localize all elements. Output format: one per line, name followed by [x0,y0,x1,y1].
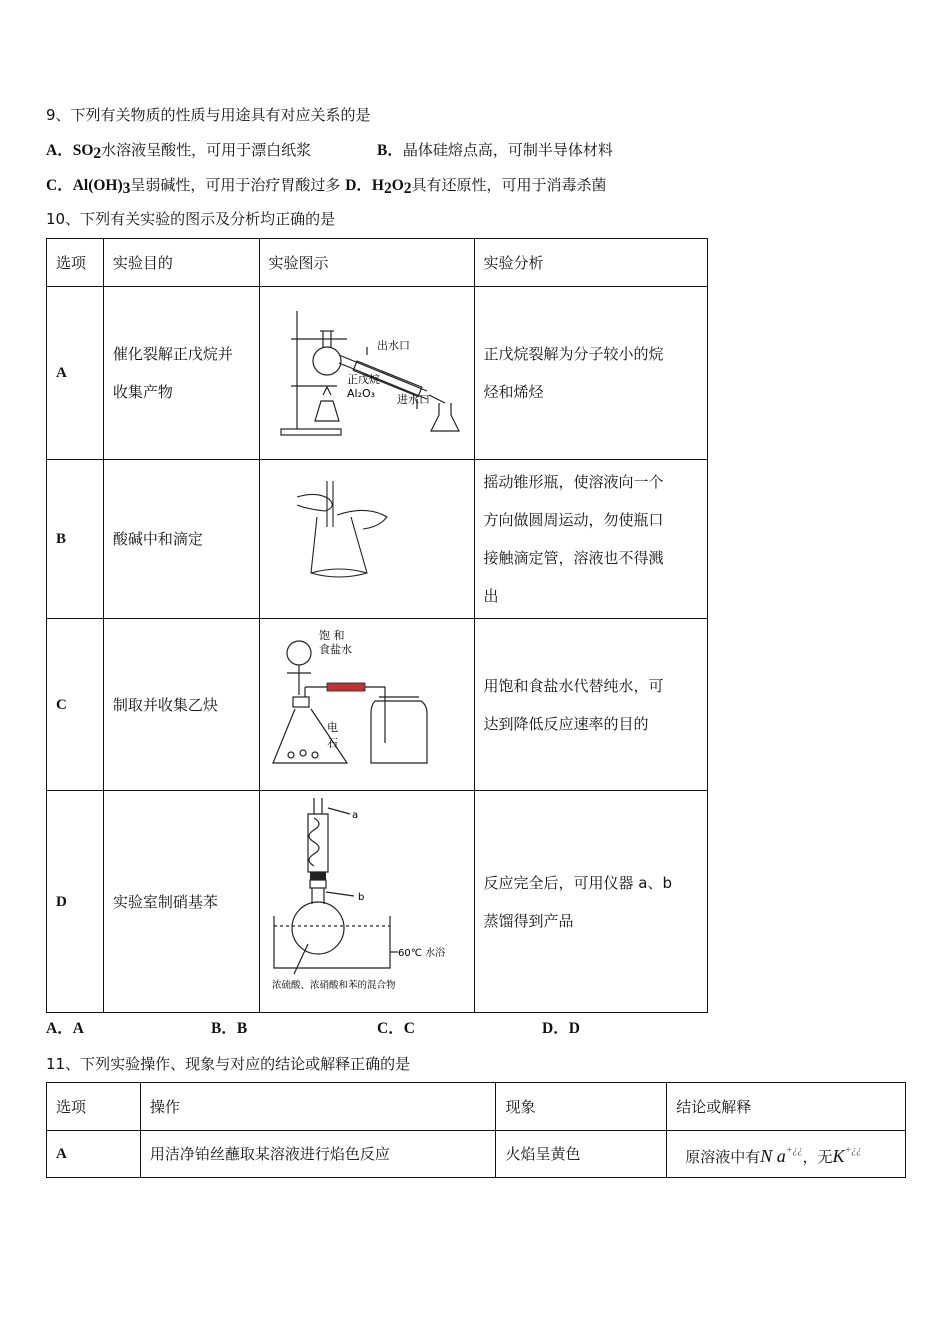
q11-table [46,1082,906,1178]
q10-row-b-analysis [474,460,707,619]
q10-row-b-analysis-line4: 出 [483,587,499,605]
q10-row-a-figure [259,287,474,460]
q11-sodium-ion: N a [760,1146,786,1166]
nitrobenzene-apparatus-figure [264,792,469,997]
q10-header-figure: 实验图示 [259,239,474,287]
q10-row-a-analysis-line1: 正戊烷裂解为分子较小的烷 [483,345,664,363]
q10-header-analysis: 实验分析 [474,239,707,287]
fig-a-al2o3-label: Al₂O₃ [346,387,375,400]
q10-header-purpose: 实验目的 [103,239,259,287]
q9-option-c-letter: C． [46,177,73,194]
q10-choice-d: D．D [542,1020,580,1037]
q11-row-a-operation: 用洁净铂丝蘸取某溶液进行焰色反应 [140,1131,496,1178]
q10-row-c-analysis-line1: 用饱和食盐水代替纯水，可 [483,676,664,695]
q10-row-b [47,460,708,619]
q9-options-row2 [46,173,607,198]
q11-conclusion-prefix: 原溶液中有 [685,1148,761,1166]
q11-header-row [47,1083,906,1131]
q10-row-b-option: B [47,460,104,619]
fig-c-brine-label-1: 饱 和 [318,628,345,642]
q9-option-a-letter: A． [46,142,73,159]
q9-option-d-sub2: 2 [403,180,412,197]
q10-row-c [47,619,708,791]
q10-choice-b: B．B [211,1020,248,1037]
q10-row-c-analysis [474,619,707,791]
q10-header-option: 选项 [47,239,104,287]
q10-row-b-analysis-line2: 方向做圆周运动，勿使瓶口 [483,511,664,529]
q10-row-d [47,791,708,1013]
q10-row-b-analysis-line3: 接触滴定管，溶液也不得溅 [483,549,664,567]
q11-row-a [47,1131,906,1178]
q9-stem: 9、下列有关物质的性质与用途具有对应关系的是 [46,106,371,124]
q10-row-c-figure [259,619,474,791]
q10-row-d-analysis-line2: 蒸馏得到产品 [483,911,574,930]
q9-option-c-sub: 3 [122,180,131,197]
fig-c-carbide-label-2: 石 [326,736,338,750]
fig-a-pentane-label: 正戊烷 [346,373,380,386]
q10-choice-c: C．C [377,1020,415,1037]
q11-potassium-ion: K [832,1146,845,1166]
titration-figure [267,477,467,587]
fig-d-a-label: a [352,810,359,821]
fig-d-bath-label: 60℃ 水浴 [398,948,446,959]
q10-row-b-purpose: 酸碱中和滴定 [103,460,259,619]
fig-d-b-label: b [358,892,365,903]
q10-row-a-purpose [103,287,259,460]
q9-option-a-formula: SO [72,142,94,159]
q11-row-a-phenomenon: 火焰呈黄色 [496,1131,667,1178]
q11-potassium-charge: +¿¿ [844,1145,862,1156]
q9-option-c-text: 呈弱碱性，可用于治疗胃酸过多 [130,176,341,194]
q10-row-a-purpose-line1: 催化裂解正戊烷并 [112,345,233,363]
q9-option-a-sub: 2 [93,145,102,162]
q10-row-a-analysis [474,287,707,460]
q10-table [46,238,708,1013]
fig-c-carbide-label-1: 电 [326,720,338,734]
q9-option-a-text: 水溶液呈酸性，可用于漂白纸浆 [101,141,312,159]
q10-row-d-analysis-line1: 反应完全后，可用仪器 a、b [483,873,672,892]
q11-sodium-charge: +¿¿ [785,1145,803,1156]
acetylene-apparatus-figure [267,623,467,773]
q10-row-b-analysis-line1: 摇动锥形瓶，使溶液向一个 [483,473,664,491]
q9-option-d-text: 具有还原性，可用于消毒杀菌 [411,176,607,194]
q11-conclusion-mid: ，无 [802,1148,833,1166]
q11-header-conclusion: 结论或解释 [667,1083,906,1131]
q10-row-c-analysis-line2: 达到降低反应速率的目的 [483,714,649,733]
q9-option-d-sub: 2 [383,180,392,197]
q11-stem: 11、下列实验操作、现象与对应的结论或解释正确的是 [46,1055,411,1073]
q10-row-a [47,287,708,460]
q10-row-c-purpose: 制取并收集乙炔 [103,619,259,791]
q10-row-d-analysis [474,791,707,1013]
fig-a-outlet-label: 出水口 [376,339,410,352]
q9-option-d-letter: D． [345,177,372,194]
fig-a-inlet-label: 进水口 [396,393,430,406]
q11-header-operation: 操作 [140,1083,496,1131]
q10-row-d-option: D [47,791,104,1013]
q11-row-a-conclusion [667,1131,906,1178]
q10-stem: 10、下列有关实验的图示及分析均正确的是 [46,210,336,228]
q9-option-d-formula2: O [391,177,404,194]
q10-row-b-figure [259,460,474,619]
q9-options-row1 [46,138,311,163]
fig-c-brine-label-2: 食盐水 [318,642,352,656]
cracking-apparatus-figure [267,291,467,441]
q9-option-c-formula: Al(OH) [72,177,123,194]
q10-row-a-purpose-line2: 收集产物 [112,383,173,401]
q9-option-b-text: 晶体硅熔点高，可制半导体材料 [402,141,613,159]
q10-row-a-analysis-line2: 烃和烯烃 [483,383,544,401]
q10-header-row [47,239,708,287]
q10-row-a-option: A [47,287,104,460]
q11-header-phenomenon: 现象 [496,1083,667,1131]
q9-option-d-formula: H [371,177,384,194]
q10-row-c-option: C [47,619,104,791]
q10-choice-a: A．A [46,1020,84,1037]
q11-header-option: 选项 [47,1083,141,1131]
q11-row-a-option: A [47,1131,141,1178]
q10-row-d-figure [259,791,474,1013]
fig-d-mixture-label: 浓硫酸、浓硝酸和苯的混合物 [272,980,396,991]
q9-option-b-letter: B． [377,142,403,159]
q9-option-b [377,138,613,160]
q10-row-d-purpose: 实验室制硝基苯 [103,791,259,1013]
